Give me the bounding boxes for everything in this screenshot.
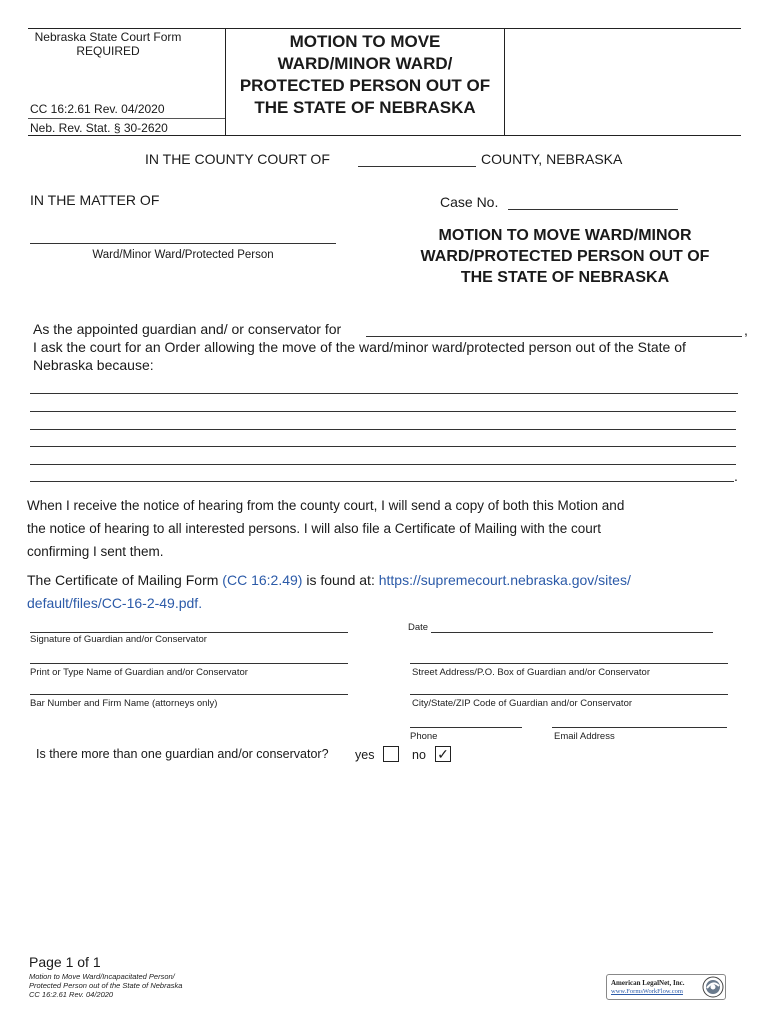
bar-number-field[interactable] xyxy=(30,694,348,695)
date-label: Date xyxy=(408,622,429,633)
no-label: no xyxy=(412,748,426,762)
notice-paragraph xyxy=(27,494,747,563)
county-name-field[interactable] xyxy=(358,166,476,167)
email-label: Email Address xyxy=(554,731,615,742)
cert-url-link[interactable]: https://supremecourt.nebraska.gov/sites/ xyxy=(378,572,631,588)
case-number-field[interactable] xyxy=(508,209,678,210)
party-label: Ward/Minor Ward/Protected Person xyxy=(92,249,274,261)
in-the-matter-of: IN THE MATTER OF xyxy=(30,192,160,208)
caption-title-line: THE STATE OF NEBRASKA xyxy=(460,269,670,286)
reason-line[interactable] xyxy=(30,429,736,430)
vendor-name: American LegalNet, Inc. xyxy=(611,979,685,987)
request-line-2: Nebraska because: xyxy=(33,357,154,373)
caption-title-line: MOTION TO MOVE WARD/MINOR xyxy=(438,227,692,244)
street-address-field[interactable] xyxy=(410,663,728,664)
signature-label: Signature of Guardian and/or Conservator xyxy=(30,634,207,645)
statute-reference: Neb. Rev. Stat. § 30-2620 xyxy=(30,121,168,135)
ward-name-field[interactable] xyxy=(366,336,742,337)
footer-desc-line: CC 16:2.61 Rev. 04/2020 xyxy=(29,990,114,999)
cert-period: . xyxy=(198,595,203,611)
header-title-line: MOTION TO MOVE xyxy=(289,32,441,51)
email-field[interactable] xyxy=(552,727,727,728)
reason-line[interactable] xyxy=(30,481,734,482)
footer-desc-line: Protected Person out of the State of Nebraska xyxy=(29,981,183,990)
reason-line[interactable] xyxy=(30,446,736,447)
check-mark-icon: ✓ xyxy=(437,746,449,762)
footer-desc-line: Motion to Move Ward/Incapacitated Person/ xyxy=(29,972,175,981)
vendor-logo-icon xyxy=(702,976,724,998)
header-title xyxy=(226,31,504,119)
header-title-line: WARD/MINOR WARD/ xyxy=(277,54,453,73)
bar-number-label: Bar Number and Firm Name (attorneys only) xyxy=(30,698,218,709)
city-state-zip-label: City/State/ZIP Code of Guardian and/or Conservator xyxy=(412,698,633,709)
yes-label: yes xyxy=(355,748,375,762)
phone-label: Phone xyxy=(410,731,438,742)
case-number-label: Case No. xyxy=(440,194,499,210)
certificate-paragraph xyxy=(27,569,747,615)
cert-prefix: The Certificate of Mailing Form xyxy=(27,572,219,588)
vendor-badge xyxy=(606,974,726,1000)
signature-field[interactable] xyxy=(30,632,348,633)
yes-checkbox[interactable] xyxy=(383,746,399,762)
page-number: Page 1 of 1 xyxy=(29,954,101,970)
reason-period: . xyxy=(734,468,738,484)
street-address-label: Street Address/P.O. Box of Guardian and/or Conservator xyxy=(412,667,650,678)
header-title-line: PROTECTED PERSON OUT OF xyxy=(239,76,491,95)
notice-line: When I receive the notice of hearing from the county court, I will send a copy of both this Motion and xyxy=(27,498,625,513)
footer-description xyxy=(29,972,182,999)
request-line-1: I ask the court for an Order allowing the move of the ward/minor ward/protected person out of the State of xyxy=(33,339,686,355)
city-state-zip-field[interactable] xyxy=(410,694,728,695)
notice-line: confirming I sent them. xyxy=(27,544,164,559)
no-checkbox[interactable] xyxy=(435,746,451,762)
form-type-line1: Nebraska State Court Form xyxy=(34,30,182,44)
multiple-guardian-question: Is there more than one guardian and/or conservator? xyxy=(36,747,329,761)
caption-title xyxy=(395,225,735,288)
header-title-line: THE STATE OF NEBRASKA xyxy=(254,98,476,117)
form-type xyxy=(30,30,186,58)
date-field[interactable] xyxy=(431,632,713,633)
cert-form-link[interactable]: (CC 16:2.49) xyxy=(222,572,303,588)
court-suffix: COUNTY, NEBRASKA xyxy=(481,151,623,167)
form-number: CC 16:2.61 Rev. 04/2020 xyxy=(30,102,165,116)
reason-line[interactable] xyxy=(30,464,736,465)
caption-title-line: WARD/PROTECTED PERSON OUT OF xyxy=(420,248,710,265)
intro-prefix: As the appointed guardian and/ or conservator for xyxy=(33,321,342,337)
cert-url-link-cont[interactable]: default/files/CC-16-2-49.pdf xyxy=(27,595,199,611)
cert-middle: is found at: xyxy=(306,572,375,588)
reason-line[interactable] xyxy=(30,393,738,394)
court-prefix: IN THE COUNTY COURT OF xyxy=(145,151,330,167)
phone-field[interactable] xyxy=(410,727,522,728)
form-type-line2: REQUIRED xyxy=(76,44,140,58)
print-name-label: Print or Type Name of Guardian and/or Conservator xyxy=(30,667,248,678)
print-name-field[interactable] xyxy=(30,663,348,664)
vendor-url[interactable]: www.FormsWorkFlow.com xyxy=(611,988,683,995)
reason-line[interactable] xyxy=(30,411,736,412)
party-name-field[interactable] xyxy=(30,243,336,244)
intro-comma: , xyxy=(744,322,748,338)
notice-line: the notice of hearing to all interested persons. I will also file a Certificate of Mailing with the court xyxy=(27,521,602,536)
